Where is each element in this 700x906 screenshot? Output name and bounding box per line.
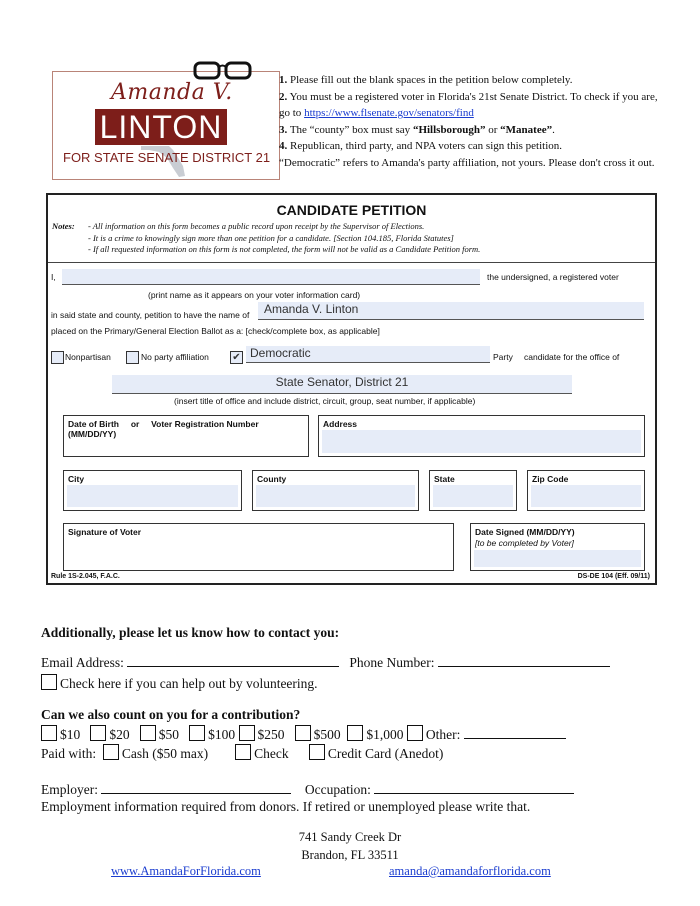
amount-250-checkbox[interactable] (239, 725, 255, 741)
address-box[interactable]: Address (318, 415, 645, 457)
i-label: I, (51, 272, 56, 282)
nonpartisan-label: Nonpartisan (65, 352, 111, 362)
campaign-logo (52, 71, 280, 180)
office-hint: (insert title of office and include district, circuit, group, seat number, if applicable) (174, 396, 476, 406)
amount-1000-checkbox[interactable] (347, 725, 363, 741)
form-title: CANDIDATE PETITION (276, 202, 427, 218)
county-box[interactable]: County (252, 470, 419, 511)
candidate-petition-form (46, 193, 657, 585)
amount-other-checkbox[interactable] (407, 725, 423, 741)
candidate-office-label: candidate for the office of (524, 352, 620, 362)
amount-20-checkbox[interactable] (90, 725, 106, 741)
no-party-checkbox[interactable] (126, 351, 139, 364)
footer-city: Brandon, FL 33511 (301, 848, 399, 862)
date-signed-box[interactable]: Date Signed (MM/DD/YY) [to be completed by Voter] (470, 523, 645, 571)
rule-reference: Rule 1S-2.045, F.A.C. (51, 573, 120, 580)
employment-row (41, 780, 574, 798)
in-said-label: in said state and county, petition to have the name of (51, 310, 250, 320)
amount-10-checkbox[interactable] (41, 725, 57, 741)
email-link[interactable]: amanda@amandaforflorida.com (389, 864, 551, 878)
instruction-4: 4. Republican, third party, and NPA voters can sign this petition. (279, 140, 563, 152)
paid-with-label: Paid with: (41, 746, 97, 761)
instruction-1: 1. Please fill out the blank spaces in the petition below completely. (279, 74, 573, 86)
print-name-field[interactable] (62, 269, 480, 285)
volunteer-label: Check here if you can help out by volunteering. (60, 676, 318, 691)
volunteer-row (41, 674, 318, 692)
email-label: Email Address: (41, 655, 124, 670)
phone-field[interactable] (438, 653, 610, 667)
logo-first-name: Amanda V. (111, 80, 233, 105)
volunteer-checkbox[interactable] (41, 674, 57, 690)
zip-box[interactable]: Zip Code (527, 470, 645, 511)
form-notes: Notes: - All information on this form becomes a public record upon receipt by the Supervisor of Elections. - It is a crime to knowingly sign more than one petition for a candidate. [Section 104.185, Florida Statutes] - If all requested information on this form is not completed, the form will not be valid as a Candidate Petition form. (52, 221, 481, 254)
no-party-label: No party affiliation (141, 352, 209, 362)
website-link[interactable]: www.AmandaForFlorida.com (111, 864, 261, 878)
logo-last-name: LINTON (95, 109, 227, 145)
senate-lookup-link[interactable]: https://www.flsenate.gov/senators/find (304, 107, 474, 119)
undersigned-label: the undersigned, a registered voter (487, 272, 619, 282)
dob-voter-reg-box[interactable]: Date of Birth or Voter Registration Number (MM/DD/YY) (63, 415, 309, 457)
employment-note: Employment information required from donors. If retired or unemployed please write that. (41, 799, 531, 814)
occupation-label: Occupation: (304, 782, 371, 797)
instruction-5: “Democratic” refers to Amanda's party affiliation, not yours. Please don't cross it out. (279, 156, 655, 169)
signature-box[interactable]: Signature of Voter (63, 523, 454, 571)
print-name-hint: (print name as it appears on your voter information card) (148, 290, 361, 300)
instruction-3: 3. The “county” box must say “Hillsborough” or “Manatee”. (279, 123, 555, 136)
cash-checkbox[interactable] (103, 744, 119, 760)
nonpartisan-checkbox[interactable] (51, 351, 64, 364)
check-checkbox[interactable] (235, 744, 251, 760)
employer-field[interactable] (101, 780, 291, 794)
amount-50-checkbox[interactable] (140, 725, 156, 741)
contribution-heading: Can we also count on you for a contribution? (41, 707, 301, 722)
form-id: DS-DE 104 (Eff. 09/11) (577, 573, 650, 580)
payment-row: Paid with: Cash ($50 max) Check Credit Card (Anedot) (41, 746, 444, 761)
amount-500-checkbox[interactable] (295, 725, 311, 741)
phone-label: Phone Number: (349, 655, 435, 670)
placed-on-label: placed on the Primary/General Election Ballot as a: [check/complete box, as applicable] (51, 326, 380, 336)
credit-card-checkbox[interactable] (309, 744, 325, 760)
logo-tagline: FOR STATE SENATE DISTRICT 21 (63, 150, 271, 165)
instruction-2: 2. You must be a registered voter in Florida's 21st Senate District. To check if you are, go to https://www.flsenate.gov/senators/find (279, 90, 658, 119)
party-checkbox[interactable]: ✔ (230, 351, 243, 364)
instructions (279, 72, 671, 171)
divider (48, 262, 655, 263)
office-field[interactable]: State Senator, District 21 (112, 375, 572, 394)
party-label: Party (493, 352, 513, 362)
occupation-field[interactable] (374, 780, 574, 794)
footer-street: 741 Sandy Creek Dr (298, 830, 402, 844)
email-field[interactable] (127, 653, 339, 667)
employer-label: Employer: (41, 782, 98, 797)
amount-row: $10 $20 $50 $100 $250 $500 $1,000 Other: (41, 725, 566, 743)
state-box[interactable]: State (429, 470, 517, 511)
contact-heading: Additionally, please let us know how to contact you: (41, 625, 340, 640)
contact-row (41, 653, 610, 671)
candidate-name-field[interactable]: Amanda V. Linton (258, 302, 644, 320)
other-amount-field[interactable] (464, 725, 566, 739)
city-box[interactable]: City (63, 470, 242, 511)
party-field[interactable]: Democratic (246, 346, 490, 363)
amount-100-checkbox[interactable] (189, 725, 205, 741)
glasses-icon (193, 60, 253, 82)
